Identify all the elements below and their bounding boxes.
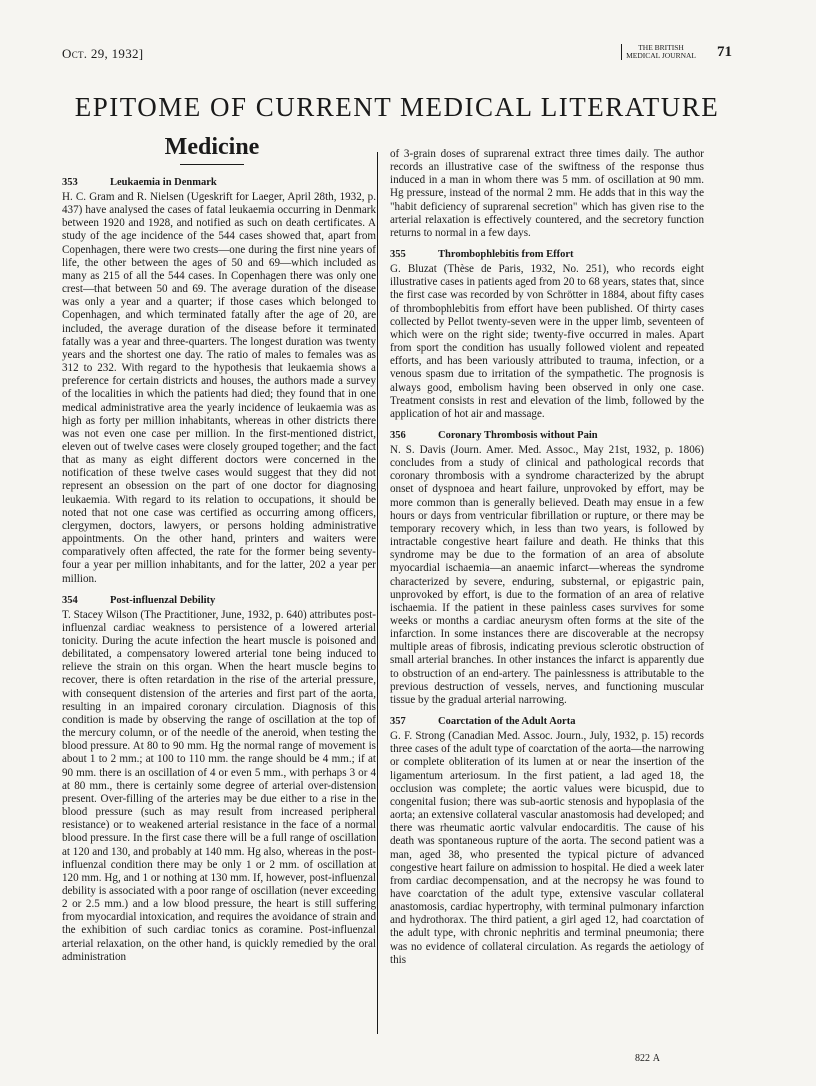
section-title: Medicine — [164, 134, 260, 160]
column-right — [390, 148, 704, 967]
article-number: 357 — [390, 716, 406, 728]
article-body: N. S. Davis (Journ. Amer. Med. Assoc., May 21st, 1932, p. 1806) concludes from a study of clinical and pathological records that coronary thrombosis with a syndrome characterized by the abrupt onset of dyspnoea and heart failure, unprovoked by effort, may be more common than is generally believed. Death may ensue in a few hours or days from ventricular fibrillation or rupture, or there may be temporary recovery which, in less than two years, is followed by intractable congestive heart failure and death. He thinks that this syndrome may be due to the formation of an area of absolute myocardial ischaemia—an anaemic infarct—whereas the syndrome characterized by severe, enduring, substernal, or epigastric pain, unprovoked by effort, is due to the formation of an area of relative ischaemia. If the patient in these painless cases survives for some weeks or months a cardiac aneurysm often forms at the site of the infarction. In some instances there are discoverable at the necropsy multiple areas of fibrosis, indicating previous sclerotic obstruction of small arterial branches. In other instances the infarct is apparently due to obstruction of an end-artery. The painlessness is attributable to the previous destruction of vessels, nerves, and functioning muscular tissue by the gradual arterial narrowing. — [390, 443, 704, 706]
article-body: T. Stacey Wilson (The Practitioner, June, 1932, p. 640) attributes post-influenzal cardiac weakness to persistence of a lowered arterial tonicity. During the acute infection the heart muscle is poisoned and debilitated, a compensatory lowered arterial tone being induced to relieve the strain on this organ. When the heart muscle begins to recover, there is often retardation in the rise of the arterial pressure, with consequent distension of the arteries and first part of the aorta, resulting in an impaired coronary circulation. Diagnosis of this condition is made by observing the range of oscillation at the top of the mercury column, or of the needle of the aneroid, when testing the blood pressure. At 80 to 90 mm. Hg the normal range of movement is about 1 to 2 mm.; at 100 to 110 mm. the range should be 4 mm.; if at 90 mm. there is an oscillation of 4 or even 5 mm., with perhaps 3 or 4 at 80 mm., there is certainly some degree of arterial over-distension present. Over-filling of the arteries may be due either to a rise in the blood pressure (such as may result from increased peripheral resistance) or to weakened arterial resistance in the face of a normal blood pressure. In the first case there will be a full range of oscillation at 120 and 130, and probably at 140 mm. Hg also, whereas in the post-influenzal condition there may be only 1 or 2 mm. of oscillation at 120 mm. Hg, and 1 or nothing at 130 mm. If, however, post-influenzal debility is associated with a poor range of oscillation (never exceeding 2 or 2.5 mm.) and a low blood pressure, the heart is still suffering from myocardial intoxication, and requires the avoidance of strain and the exhibition of such cardiac tonics as coramine. Post-influenzal arterial relaxation, on the other hand, is quickly remedied by the oral administration — [62, 608, 376, 963]
article-title: Post-influenzal Debility — [110, 594, 216, 606]
article-number: 354 — [62, 594, 78, 606]
journal-name-line1: THE BRITISH — [638, 43, 684, 52]
column-left — [62, 176, 376, 964]
footer-code — [635, 1052, 660, 1064]
article-title: Leukaemia in Denmark — [110, 177, 217, 188]
article-continuation: of 3-grain doses of suprarenal extract three times daily. The author records an illustrative case of the swiftness of the response thus induced in a man in whom there was 5 mm. of oscillation at 90 mm. Hg pressure, instead of the normal 2 mm. He adds that in this way the "habit deficiency of suprarenal secretion" which has given rise to the arterial relaxation is effectively countered, and the secretory function returns to normal in a few days. — [390, 148, 704, 239]
footer-code-suffix: A — [652, 1053, 660, 1064]
article-number: 353 — [62, 177, 78, 188]
article-body: G. F. Strong (Canadian Med. Assoc. Journ., July, 1932, p. 15) records three cases of the adult type of coarctation of the aorta—the narrowing or complete obliteration of its lumen at or near the insertion of the ligamentum arteriosum. In the first patient, a lad aged 18, the occlusion was complete; the aortic values were bicuspid, due to congenital fusion; there was sub-aortic stenosis and hypoplasia of the aorta; an extensive collateral vascular anastomosis had developed; and there was rheumatic aortic valvular endocarditis. The cause of his death was spontaneous rupture of the aorta. The second patient was a man, aged 38, who presented the typical picture of advanced congestive heart failure on admission to hospital. He died a week later from cardiac decompensation, and at the necropsy he was found to have coarctation of the adult type, extensive vascular collateral anastomosis, cardiac hypertrophy, with terminal pulmonary infarction and hydrothorax. The third patient, a girl aged 12, had coarctation of the adult type, with chronic nephritis and terminal pneumonia; there was no evidence of collateral circulation. As regards the aetiology of this — [390, 730, 704, 966]
issue-date: Oct. 29, 1932] — [62, 46, 144, 61]
article-heading — [390, 715, 704, 728]
article-title: Thrombophlebitis from Effort — [438, 249, 574, 261]
masthead-title: EPITOME OF CURRENT MEDICAL LITERATURE — [74, 92, 720, 122]
article-number: 355 — [390, 249, 406, 261]
article-number: 356 — [390, 429, 406, 441]
journal-name-line2: MEDICAL JOURNAL — [626, 51, 696, 60]
article-title: Coronary Thrombosis without Pain — [438, 429, 598, 441]
article-heading — [62, 176, 376, 189]
article-heading — [62, 594, 376, 607]
column-divider — [377, 152, 378, 1034]
journal-name — [621, 44, 696, 60]
article-body: H. C. Gram and R. Nielsen (Ugeskrift for Laeger, April 28th, 1932, p. 437) have analysed the cases of fatal leukaemia occurring in Denmark between 1920 and 1928, and notified as such on death certificates. A study of the age incidence of the 544 cases showed that, apart from Copenhagen, there were two crests—one during the first nine years of life, the other between the ages of 50 and 69—which included as many as 215 of all the 544 cases. In Copenhagen there was only one crest—that between 50 and 69. The average duration of the disease was only a year and a quarter; if those cases which belonged to Copenhagen, and which terminated fatally after the age of 20, are included, the average duration of the disease before it terminated fatally was a year and three-quarters. The longest duration was twenty years and the shortest one day. The ratio of males to females was as 312 to 232. With regard to the hypothesis that leukaemia shows a preference for certain districts and houses, the authors made a survey of the localities in which the patients had died; they found that in one medical administrative area the yearly incidence of leukaemia was as high as forty per million inhabitants, whereas in other districts there was not even one case per million. In the first-mentioned district, eleven out of twelve cases were closely grouped together; and the fact that as many as eight different doctors were concerned in the notification of these twelve cases would suggest that they did not represent an obsession on the part of one doctor for diagnosing leukaemia. With regard to its relation to occupations, it should be noted that not one case was certified as occurring among officers, clergymen, doctors, lawyers, or persons holding administrative appointments. On the other hand, printers and waiters were comparatively often affected, the rate for the former being seventy-four a year per million inhabitants, and for the latter, 202 a year per million. — [62, 191, 376, 585]
article-body: G. Bluzat (Thèse de Paris, 1932, No. 251), who records eight illustrative cases in patients aged from 20 to 68 years, states that, since the first case was recorded by von Schrötter in 1884, about fifty cases of thrombophlebitis from effort have been published. Of thirty cases collected by Pellot twenty-seven were in the upper limb, seventeen of which were on the right side; twenty-five occurred in males. Apart from sport the condition has usually followed violent and repeated efforts, and has been variously attributed to trauma, infection, or a venous spasm due to irritation of the sympathetic. The prognosis is always good, embolism having been observed in only one case. Treatment consists in rest and elevation of the limb, followed by the application of hot air and massage. — [390, 263, 704, 420]
article-heading — [390, 248, 704, 261]
footer-code-number: 822 — [635, 1053, 650, 1064]
article-heading — [390, 429, 704, 442]
section-rule — [180, 164, 244, 165]
running-head — [62, 44, 732, 68]
page-number: 71 — [717, 44, 732, 60]
article-title: Coarctation of the Adult Aorta — [438, 716, 576, 728]
